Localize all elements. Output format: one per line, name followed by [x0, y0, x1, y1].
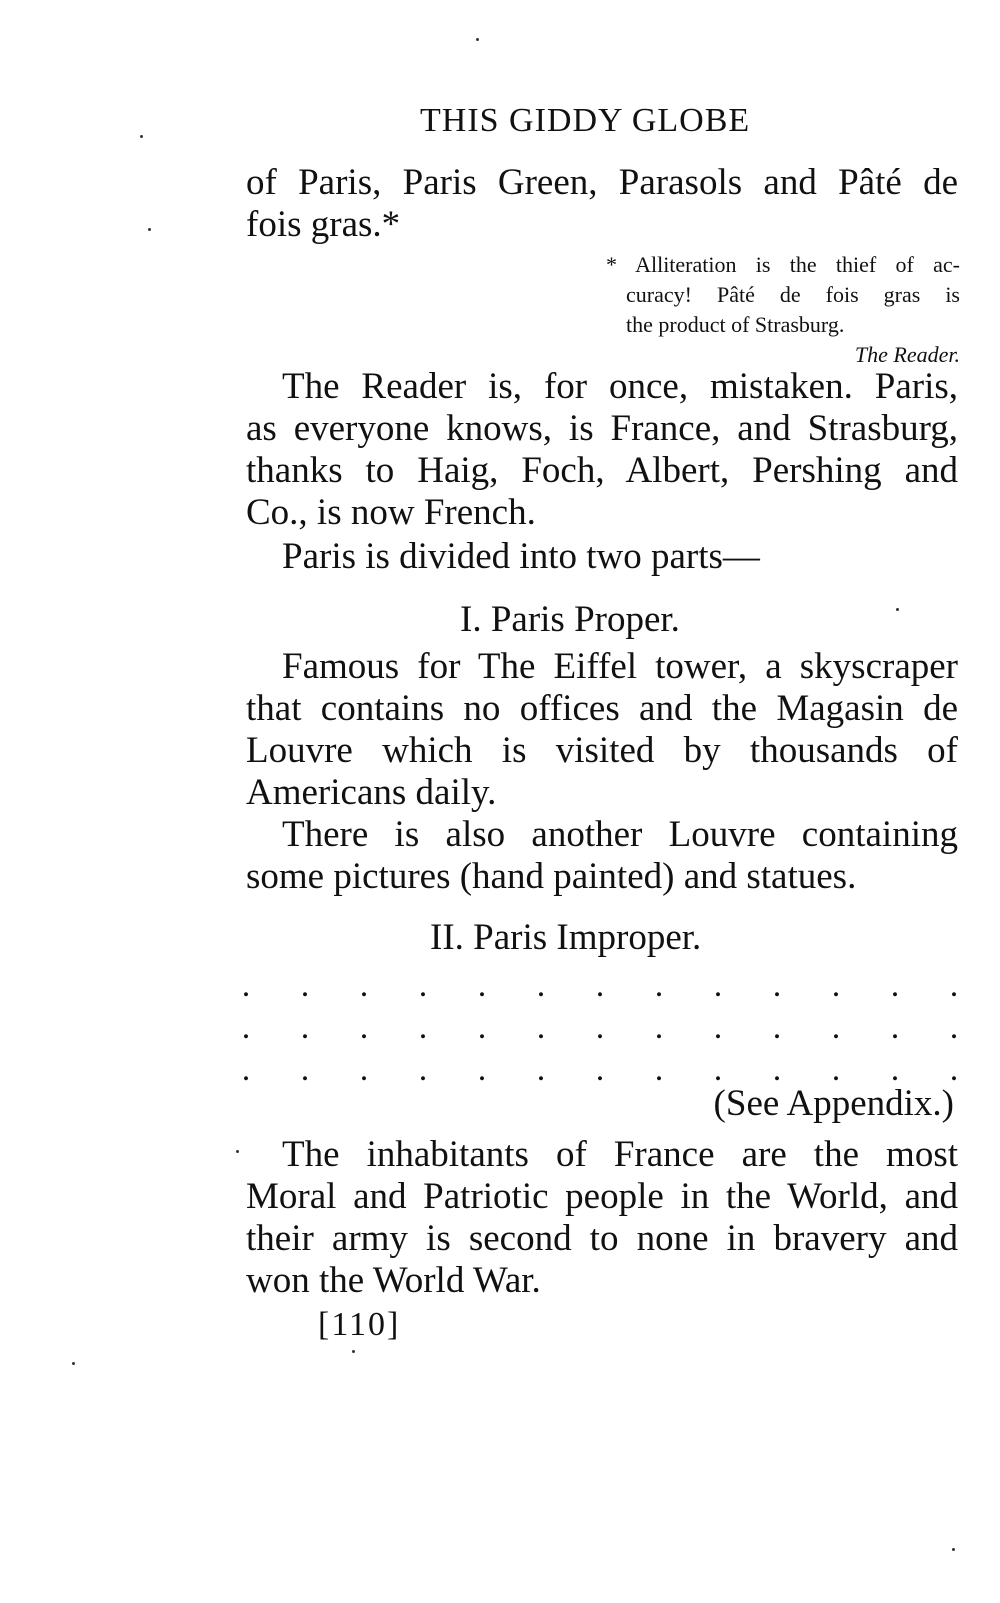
- text-line: of Paris, Paris Green, Parasols and Pâté de: [246, 162, 958, 203]
- paper-speck: [72, 1362, 75, 1365]
- ellipsis-row: . . . . . . . . . . . . .: [241, 967, 959, 1004]
- text-line: won the World War.: [246, 1260, 541, 1301]
- text-line: that contains no offices and the Magasin de: [246, 688, 958, 729]
- footnote-line: * Alliteration is the thief of ac-: [606, 252, 960, 277]
- paper-speck: [148, 228, 151, 231]
- footnote: [606, 250, 960, 370]
- text-line: Moral and Patriotic people in the World, and: [246, 1176, 958, 1217]
- paragraph-reader-mistaken: [246, 366, 958, 534]
- page-number: [110]: [318, 1306, 401, 1343]
- paper-speck: [952, 1548, 955, 1551]
- paper-speck: [476, 38, 479, 41]
- text-line: some pictures (hand painted) and statues.: [246, 856, 857, 897]
- text-line: The inhabitants of France are the most: [282, 1134, 958, 1175]
- text-line: Paris is divided into two parts—: [282, 536, 760, 577]
- text-line: There is also another Louvre containing: [282, 814, 958, 855]
- footnote-signature: The Reader.: [854, 342, 960, 367]
- text-line: Americans daily.: [246, 772, 497, 813]
- footnote-line: curacy! Pâté de fois gras is: [626, 282, 960, 307]
- text-line: as everyone knows, is France, and Strasburg,: [246, 408, 958, 449]
- section-heading-paris-proper: I. Paris Proper.: [460, 599, 680, 640]
- paragraph-divided: [246, 536, 958, 578]
- section-heading-paris-improper: II. Paris Improper.: [430, 917, 702, 958]
- footnote-line: the product of Strasburg.: [626, 312, 845, 337]
- paragraph-famous: [246, 646, 958, 814]
- text-line: Famous for The Eiffel tower, a skyscraper: [282, 646, 958, 687]
- paper-speck: [140, 135, 143, 138]
- text-line: The Reader is, for once, mistaken. Paris,: [282, 366, 958, 407]
- appendix-note: (See Appendix.): [713, 1083, 954, 1124]
- ellipsis-row: . . . . . . . . . . . . .: [241, 1009, 959, 1046]
- text-line: Louvre which is visited by thousands of: [246, 730, 958, 771]
- paragraph-inhabitants: [246, 1134, 958, 1302]
- running-head: THIS GIDDY GLOBE: [420, 102, 751, 139]
- text-line: thanks to Haig, Foch, Albert, Pershing and: [246, 450, 958, 491]
- text-line: fois gras.*: [246, 204, 401, 245]
- paragraph-continuation: [246, 162, 958, 246]
- paper-speck: [896, 608, 899, 611]
- paper-speck: [236, 1150, 239, 1153]
- ellipsis-row: . . . . . . . . . . . . .: [241, 1051, 959, 1088]
- paper-speck: [352, 1350, 355, 1353]
- paragraph-another-louvre: [246, 814, 958, 898]
- text-line: Co., is now French.: [246, 492, 536, 533]
- text-line: their army is second to none in bravery and: [246, 1218, 958, 1259]
